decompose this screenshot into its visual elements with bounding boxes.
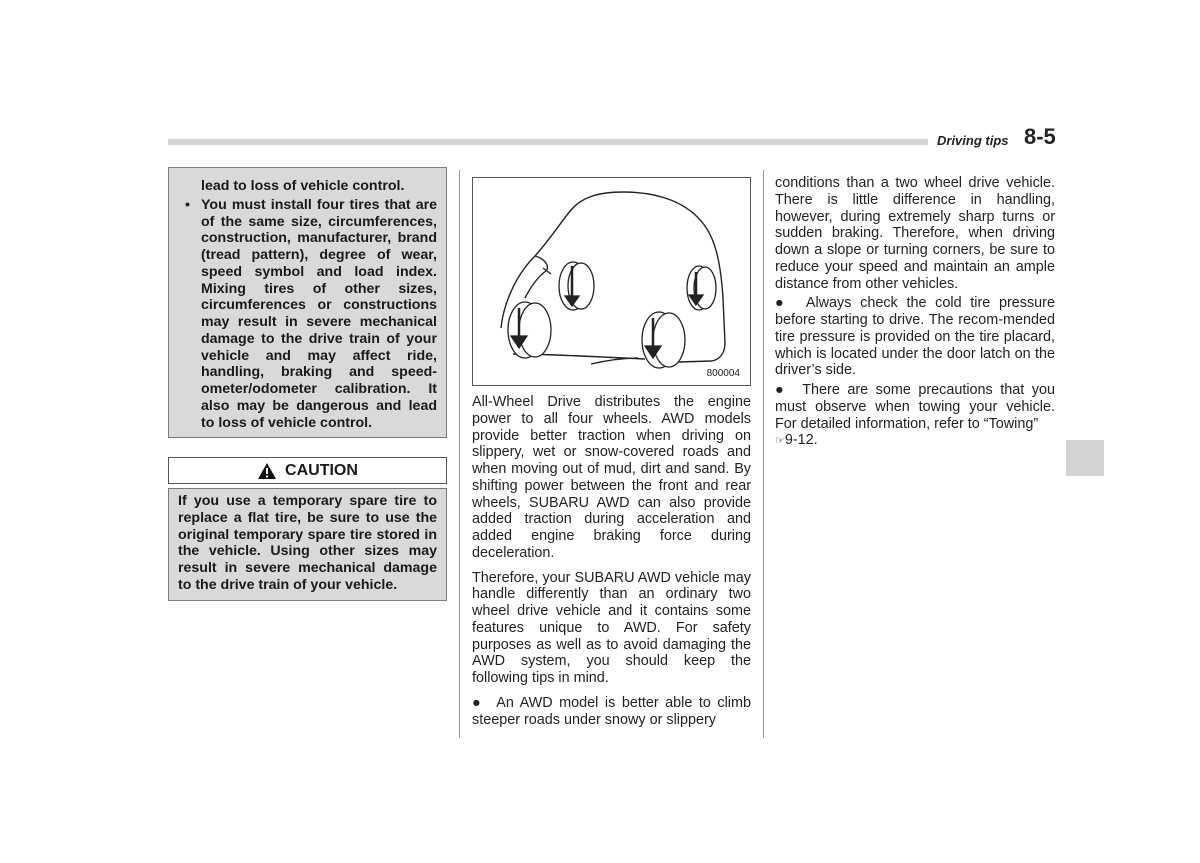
tire-rear-right: [687, 266, 716, 310]
caution-header: [168, 457, 447, 484]
figure-code: 800004: [706, 368, 740, 379]
bullet-dot: ●: [775, 382, 803, 398]
awd-car-illustration: [473, 178, 750, 385]
tire-front-left: [508, 302, 551, 358]
warning-bullet-text: You must install four tires that are of the same size, circumferences, construction, manufacturer, brand (tread pattern), degree of wear, speed symbol and load index. Mixing tires of other sizes, circumferences or constructions may result in severe mechanical damage to the drive train of your vehicle and may affect ride, handling, braking and speed-ometer/odometer calibration. It also may be dangerous and lead to loss of vehicle control.: [201, 196, 437, 431]
towing-page-ref[interactable]: 9-12.: [784, 432, 818, 449]
column-divider-right: [763, 170, 764, 738]
middle-column: [472, 394, 751, 731]
bullet-dot: •: [185, 196, 190, 213]
awd-handling-paragraph: Therefore, your SUBARU AWD vehicle may handle differently than an ordinary two wheel drive vehicle and it contains some features unique to AWD. For safety purposes as well as to avoid damaging the AWD system, you should keep the following tips in mind.: [472, 569, 751, 686]
tire-pressure-text: Always check the cold tire pressure before starting to drive. The recom-mended tire pressure is provided on the tire placard, which is located under the door latch on the driver’s side.: [775, 295, 1055, 379]
caution-text: If you use a temporary spare tire to replace a flat tire, be sure to use the original temporary spare tire stored in the vehicle. Using other sizes may result in severe mechanical damage to the drive train of your vehicle.: [178, 493, 437, 593]
awd-figure: [472, 177, 751, 386]
tire-rear-left: [559, 262, 594, 310]
caution-box: [168, 488, 447, 601]
chapter-thumb-tab: [1066, 440, 1104, 476]
section-title: Driving tips: [937, 133, 1009, 148]
right-column: [775, 175, 1055, 453]
awd-climb-text: An AWD model is better able to climb steeper roads under snowy or slippery: [472, 694, 751, 728]
warning-triangle-icon: [257, 462, 277, 480]
awd-climb-bullet: [472, 695, 751, 729]
towing-text: There are some precautions that you must observe when towing your vehicle. For detailed information, refer to “Towing”: [775, 382, 1055, 432]
bullet-dot: ●: [472, 694, 497, 711]
caution-title: CAUTION: [285, 461, 358, 479]
handling-paragraph: conditions than a two wheel drive vehicle. There is little difference in handling, however, during extremely sharp turns or sudden braking. Therefore, when driving down a slope or turning corners, be sure to reduce your speed and maintain an ample distance from other vehicles.: [775, 175, 1055, 292]
tire-front-right: [642, 312, 685, 368]
warning-continued-text: lead to loss of vehicle control.: [201, 178, 405, 194]
column-divider-left: [459, 170, 460, 738]
tire-pressure-bullet: [775, 295, 1055, 379]
reference-icon: ☞: [775, 435, 785, 448]
bullet-dot: ●: [775, 295, 806, 312]
page-number: 8-5: [1024, 124, 1056, 149]
header-rule: [168, 139, 928, 145]
towing-bullet: [775, 382, 1055, 450]
warning-box: [168, 167, 447, 438]
awd-intro-paragraph: All-Wheel Drive distributes the engine power to all four wheels. AWD models provide better traction when driving on slippery, wet or snow-covered roads and when moving out of mud, dirt and sand. By shifting power between the front and rear wheels, SUBARU AWD can also provide added traction during acceleration and added engine braking force during deceleration.: [472, 394, 751, 561]
warning-bullet: [178, 197, 437, 432]
